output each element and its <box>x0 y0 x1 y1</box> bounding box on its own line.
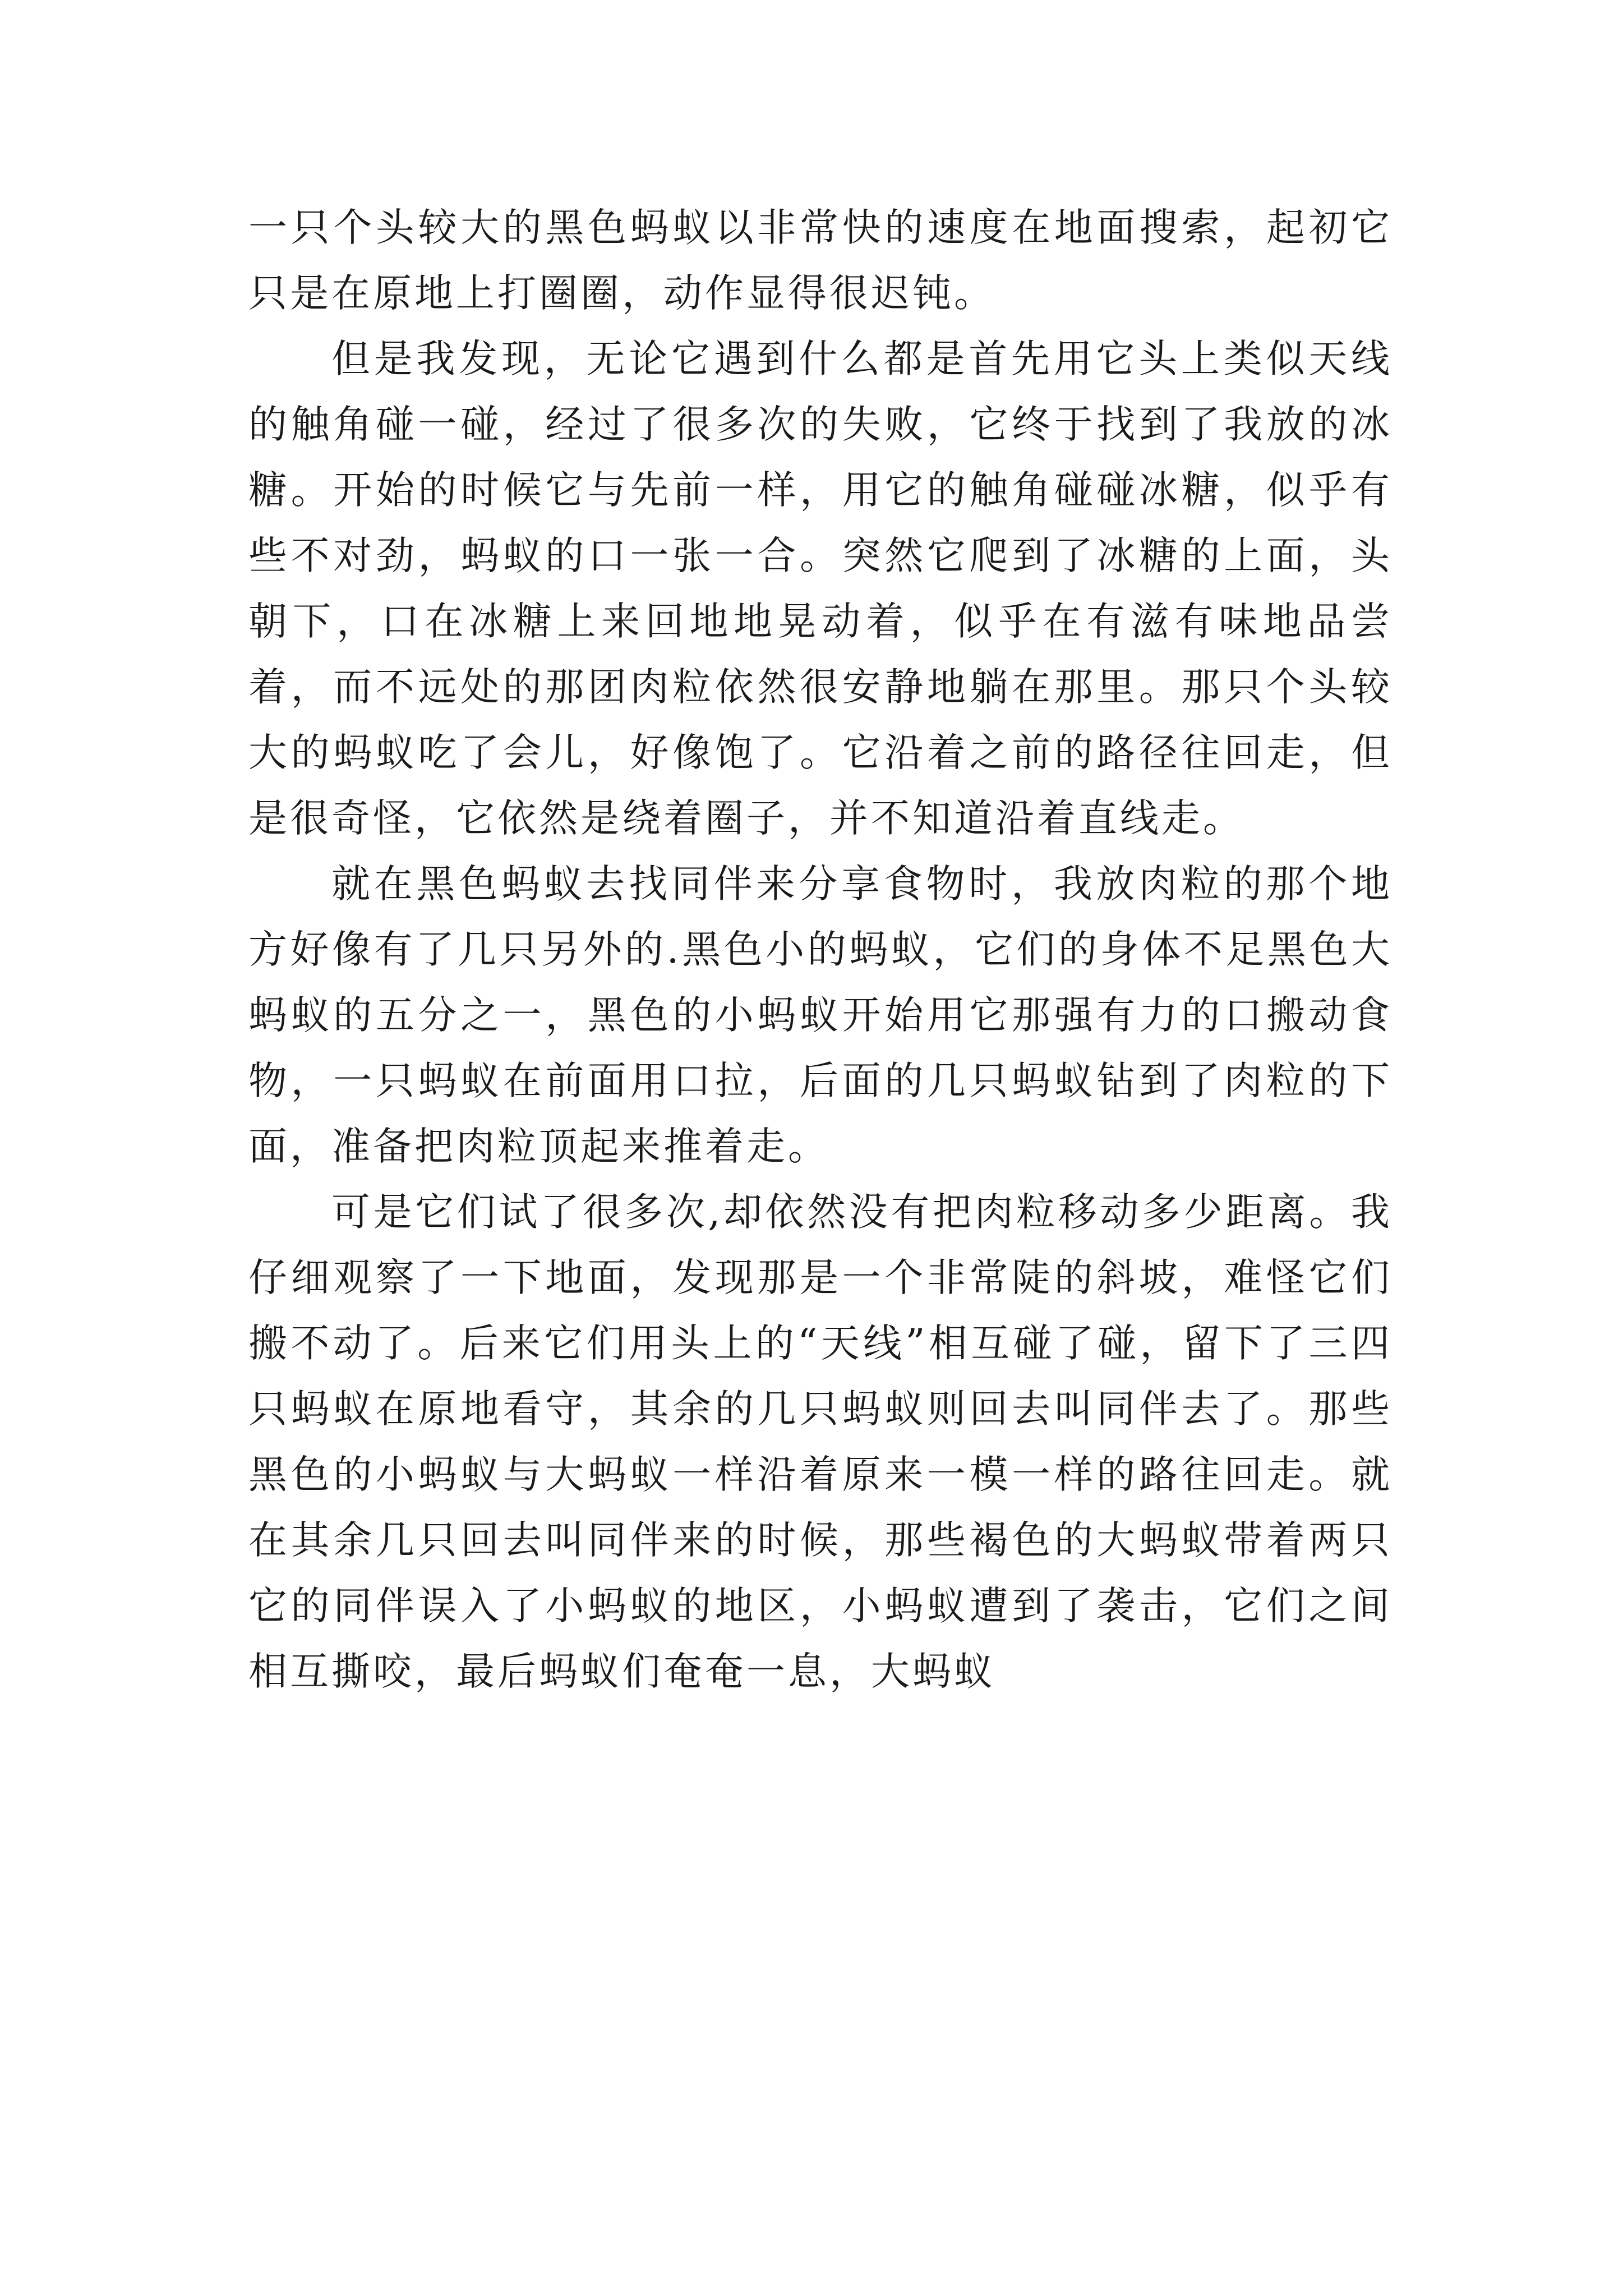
paragraph-3: 就在黑色蚂蚁去找同伴来分享食物时，我放肉粒的那个地方好像有了几只另外的.黑色小的蚂蚁，它们的身体不足黑色大蚂蚁的五分之一，黑色的小蚂蚁开始用它那强有力的口搬动食物，一只蚂蚁在前面用口拉，后面的几只蚂蚁钻到了肉粒的下面，准备把肉粒顶起来推着走。 <box>248 862 1393 1169</box>
paragraph-2: 但是我发现，无论它遇到什么都是首先用它头上类似天线的触角碰一碰，经过了很多次的失败，它终于找到了我放的冰糖。开始的时候它与先前一样，用它的触角碰碰冰糖，似乎有些不对劲，蚂蚁的口一张一合。突然它爬到了冰糖的上面，头朝下，口在冰糖上来回地地晃动着，似乎在有滋有味地品尝着，而不远处的那团肉粒依然很安静地躺在那里。那只个头较大的蚂蚁吃了会儿，好像饱了。它沿着之前的路径往回走，但是很奇怪，它依然是绕着圈子，并不知道沿着直线走。 <box>248 337 1393 841</box>
document-body <box>248 195 1393 1705</box>
paragraph-1: 一只个头较大的黑色蚂蚁以非常快的速度在地面搜索，起初它只是在原地上打圈圈，动作显得很迟钝。 <box>248 205 1393 316</box>
paragraph-4: 可是它们试了很多次,却依然没有把肉粒移动多少距离。我仔细观察了一下地面，发现那是一个非常陡的斜坡，难怪它们搬不动了。后来它们用头上的“天线”相互碰了碰，留下了三四只蚂蚁在原地看守，其余的几只蚂蚁则回去叫同伴去了。那些黑色的小蚂蚁与大蚂蚁一样沿着原来一模一样的路往回走。就在其余几只回去叫同伴来的时候，那些褐色的大蚂蚁带着两只它的同伴误入了小蚂蚁的地区，小蚂蚁遭到了袭击，它们之间相互撕咬，最后蚂蚁们奄奄一息，大蚂蚁 <box>248 1190 1393 1694</box>
